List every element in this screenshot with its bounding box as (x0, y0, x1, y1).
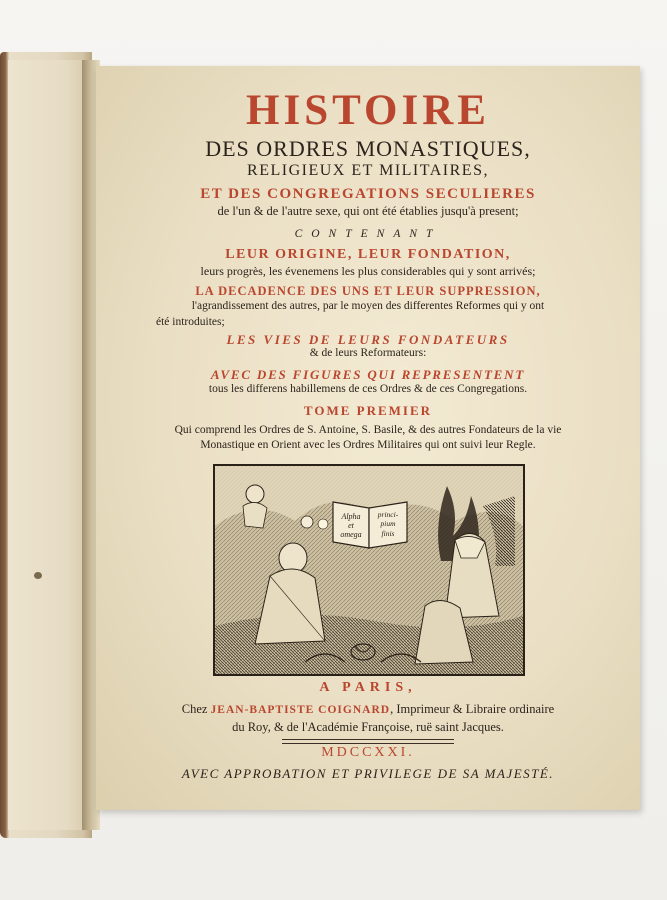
book-text-alpha: Alpha (341, 512, 361, 521)
book-text-finis: finis (381, 529, 395, 538)
decadence-line: LA DECADENCE DES UNS ET LEUR SUPPRESSION, (195, 284, 541, 298)
volume-heading: TOME PREMIER (303, 403, 433, 418)
frontispiece-engraving (213, 464, 525, 676)
book-text-et: et (348, 521, 354, 530)
wormhole-mark (34, 572, 42, 579)
subtitle-religious: RELIGIEUX ET MILITAIRES, (247, 162, 489, 179)
volume-description-2: Monastique en Orient avec les Ordres Militaires qui ont suivi leur Regle. (200, 439, 536, 451)
progress-line: leurs progrès, les évenemens les plus considerables qui y sont arrivés; (200, 264, 536, 278)
habits-line: tous les differens habillemens de ces Ordres & de ces Congregations. (208, 383, 528, 395)
book-text-pium: pium (380, 519, 396, 528)
book-cover-edge (0, 52, 92, 838)
imprint-city: A PARIS, (319, 680, 417, 695)
imprint-suffix: , Imprimeur & Libraire ordinaire (390, 702, 555, 716)
book-text-princi: princi- (377, 510, 399, 519)
imprint-line-2: du Roy, & de l'Académie Françoise, ruë saint Jacques. (232, 720, 504, 734)
royal-privilege: AVEC APPROBATION ET PRIVILEGE DE SA MAJESTÉ. (181, 766, 555, 781)
flyleaf (8, 60, 90, 830)
imprint-prefix: Chez (181, 702, 208, 716)
founders-line: LES VIES DE LEURS FONDATEURS (226, 332, 510, 347)
volume-description-1: Qui comprend les Ordres de S. Antoine, S. Basile, & des autres Fondateurs de la vie (174, 424, 562, 436)
imprint-divider (282, 739, 454, 744)
subtitle-congregations: ET DES CONGREGATIONS SECULIERES (200, 186, 536, 202)
page-title: HISTOIRE (246, 87, 490, 134)
imprint-printer: JEAN-BAPTISTE COIGNARD (210, 704, 391, 716)
publication-date: MDCCXXI. (321, 745, 415, 760)
book-text-omega: omega (340, 530, 362, 539)
subtitle-sexes: de l'un & de l'autre sexe, qui ont été établies jusqu'à present; (217, 204, 519, 218)
open-book (333, 502, 407, 548)
subtitle-orders: DES ORDRES MONASTIQUES, (205, 136, 531, 161)
engraving-illustration (215, 466, 523, 674)
reforms-line-1: l'agrandissement des autres, par le moyen des differentes Reformes qui y ont (191, 300, 545, 312)
origin-line: LEUR ORIGINE, LEUR FONDATION, (225, 247, 511, 262)
title-page (96, 66, 640, 810)
imprint-line-1 (96, 702, 640, 717)
reforms-line-2: été introduites; (156, 316, 225, 328)
contenant-heading: CONTENANT (294, 228, 442, 240)
reformers-line: & de leurs Reformateurs: (309, 347, 427, 359)
figures-line: AVEC DES FIGURES QUI REPRESENTENT (210, 367, 526, 382)
